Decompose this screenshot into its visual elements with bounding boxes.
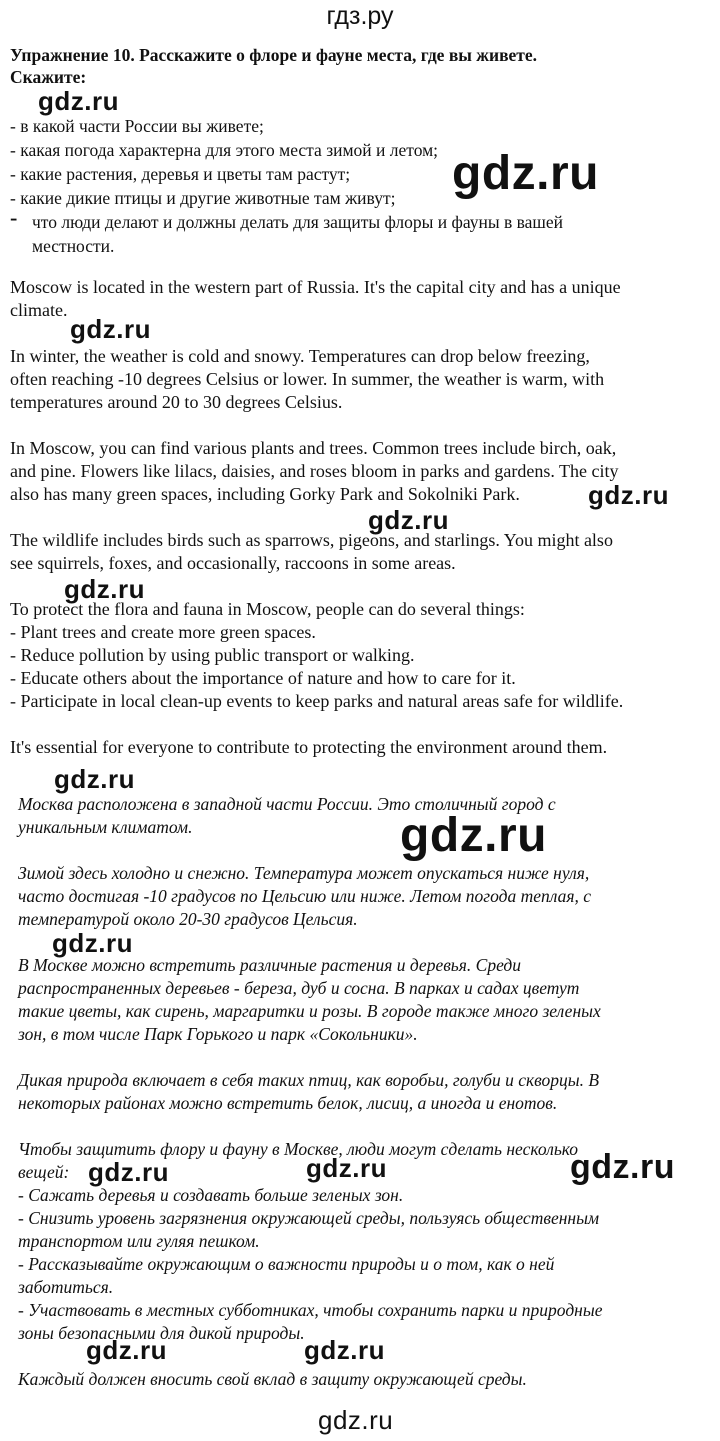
- russian-line: такие цветы, как сирень, маргаритки и розы. В городе также много зеленых: [18, 1001, 601, 1021]
- english-line: In Moscow, you can find various plants and trees. Common trees include birch, oak,: [10, 438, 617, 458]
- question-item: - какие дикие птицы и другие животные там живут;: [10, 188, 396, 208]
- russian-line: зоны безопасными для дикой природы.: [18, 1323, 305, 1343]
- question-item-last: [10, 205, 700, 258]
- watermark: gdz.ru: [86, 1335, 167, 1365]
- english-line: It's essential for everyone to contribute to protecting the environment around them.: [10, 737, 608, 757]
- exercise-title: Упражнение 10. Расскажите о флоре и фауне места, где вы живете.: [10, 45, 538, 65]
- russian-line: - Участвовать в местных субботниках, чтобы сохранить парки и природные: [18, 1300, 603, 1320]
- question-item: - в какой части России вы живете;: [10, 116, 264, 136]
- english-line: Moscow is located in the western part of Russia. It's the capital city and has a unique: [10, 277, 621, 297]
- question-text: что люди делают и должны делать для защиты флоры и фауны в вашей: [32, 212, 564, 232]
- russian-line: Каждый должен вносить свой вклад в защиту окружающей среды.: [18, 1369, 527, 1389]
- russian-line: некоторых районах можно встретить белок, лисиц, а иногда и енотов.: [18, 1093, 558, 1113]
- english-line: - Plant trees and create more green spaces.: [10, 622, 316, 642]
- question-item: - какая погода характерна для этого места зимой и летом;: [10, 140, 439, 160]
- watermark: gdz.ru: [54, 764, 135, 794]
- watermark: gdz.ru: [400, 809, 547, 862]
- watermark: gdz.ru: [88, 1157, 169, 1187]
- russian-line: распространенных деревьев - береза, дуб и сосна. В парках и садах цветут: [18, 978, 580, 998]
- question-text: местности.: [32, 236, 115, 256]
- english-line: and pine. Flowers like lilacs, daisies, and roses bloom in parks and gardens. The city: [10, 461, 619, 481]
- watermark: gdz.ru: [368, 505, 449, 535]
- russian-line: В Москве можно встретить различные растения и деревья. Среди: [18, 955, 522, 975]
- watermark: gdz.ru: [38, 86, 119, 116]
- russian-line: уникальным климатом.: [18, 817, 193, 837]
- russian-line: Москва расположена в западной части России. Это столичный город с: [18, 794, 556, 814]
- english-line: often reaching -10 degrees Celsius or lower. In summer, the weather is warm, with: [10, 369, 605, 389]
- russian-line: - Снизить уровень загрязнения окружающей среды, пользуясь общественным: [18, 1208, 600, 1228]
- russian-line: транспортом или гуляя пешком.: [18, 1231, 260, 1251]
- watermark: gdz.ru: [304, 1335, 385, 1365]
- russian-line: часто достигая -10 градусов по Цельсию или ниже. Летом погода теплая, с: [18, 886, 591, 906]
- russian-line: зон, в том числе Парк Горького и парк «Сокольники».: [18, 1024, 418, 1044]
- russian-line: заботиться.: [18, 1277, 114, 1297]
- question-item: - какие растения, деревья и цветы там растут;: [10, 164, 351, 184]
- watermark: gdz.ru: [70, 314, 151, 344]
- english-line: also has many green spaces, including Gorky Park and Sokolniki Park.: [10, 484, 520, 504]
- watermark: gdz.ru: [64, 574, 145, 604]
- russian-line: - Сажать деревья и создавать больше зеленых зон.: [18, 1185, 404, 1205]
- english-line: The wildlife includes birds such as sparrows, pigeons, and starlings. You might also: [10, 530, 613, 550]
- watermark: gdz.ru: [318, 1405, 394, 1435]
- english-line: see squirrels, foxes, and occasionally, raccoons in some areas.: [10, 553, 456, 573]
- english-line: - Educate others about the importance of nature and how to care for it.: [10, 668, 516, 688]
- russian-line: температурой около 20-30 градусов Цельсия.: [18, 909, 358, 929]
- russian-line: - Рассказывайте окружающим о важности природы и о том, как о ней: [18, 1254, 555, 1274]
- site-title: гдз.ру: [326, 2, 394, 30]
- watermark: gdz.ru: [452, 147, 599, 200]
- russian-line: Чтобы защитить флору и фауну в Москве, люди могут сделать несколько: [18, 1139, 579, 1159]
- russian-line: вещей:: [18, 1162, 70, 1182]
- watermark: gdz.ru: [588, 480, 669, 510]
- english-line: temperatures around 20 to 30 degrees Celsius.: [10, 392, 343, 412]
- english-line: To protect the flora and fauna in Moscow, people can do several things:: [10, 599, 525, 619]
- watermark: gdz.ru: [52, 928, 133, 958]
- english-line: - Reduce pollution by using public transport or walking.: [10, 645, 415, 665]
- english-line: In winter, the weather is cold and snowy. Temperatures can drop below freezing,: [10, 346, 590, 366]
- russian-line: Дикая природа включает в себя таких птиц, как воробьи, голуби и скворцы. В: [18, 1070, 600, 1090]
- watermark: gdz.ru: [306, 1153, 387, 1183]
- english-line: climate.: [10, 300, 68, 320]
- watermark: gdz.ru: [570, 1148, 675, 1186]
- english-line: - Participate in local clean-up events to keep parks and natural areas safe for wildlife.: [10, 691, 624, 711]
- exercise-prompt: Скажите:: [10, 67, 87, 87]
- question-dash: -: [10, 205, 18, 230]
- russian-line: Зимой здесь холодно и снежно. Температура может опускаться ниже нуля,: [18, 863, 590, 883]
